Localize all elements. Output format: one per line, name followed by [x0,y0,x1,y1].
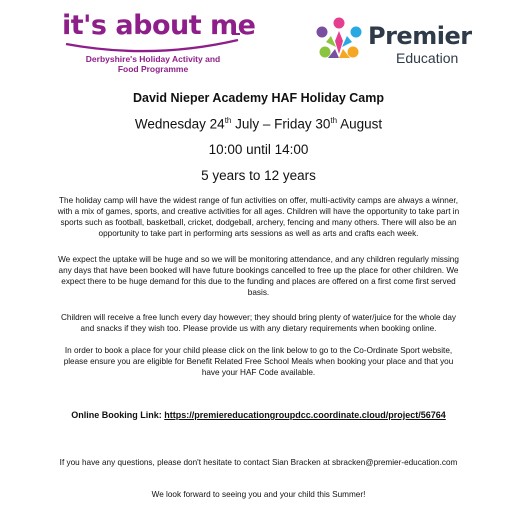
premier-star-icon [312,14,366,68]
camp-dates [0,116,517,132]
booking-instructions-paragraph: In order to book a place for your child please click on the link below to go to the Co-Ordinate Sport website, please ensure you are eligible for Benefit Related Free School Meals when booking your place and that you have your HAF Code available. [63,346,454,378]
attendance-paragraph: We expect the uptake will be huge and so we will be monitoring attendance, and any children regularly missing any days that have been booked will have future bookings cancelled to free up the place for other children. We expect there to be huge demand for this due to the funding and places are offered on a first come first served basis. [58,255,459,298]
lunch-paragraph: Children will receive a free lunch every day however; they should bring plenty of water/juice for the whole day and snacks if they wish too. Please provide us with any dietary requirements when booking online. [60,313,457,334]
dates-part-3: August [337,116,383,132]
premier-education-logo [312,14,482,70]
logo-brand-text: it's about me [62,10,256,41]
camp-age-range: 5 years to 12 years [201,168,316,183]
premier-logo-name: Premier [368,22,472,50]
closing-line: We look forward to seeing you and your child this Summer! [151,490,366,499]
booking-label: Online Booking Link: [71,410,165,420]
dates-sup-2: th [330,116,338,125]
camp-times: 10:00 until 14:00 [208,142,309,157]
premier-logo-sub: Education [396,50,459,66]
dates-part-2: July – Friday 30 [231,116,331,132]
contact-paragraph: If you have any questions, please don't hesitate to contact Sian Bracken at sbracken@premier-education.com [59,458,458,467]
logo-subtitle: Derbyshire's Holiday Activity and Food Programme [85,54,221,74]
online-booking-line [0,410,517,420]
camp-title: David Nieper Academy HAF Holiday Camp [133,91,384,105]
booking-link[interactable]: https://premiereducationgroupdcc.coordinate.cloud/project/56764 [164,410,446,420]
dates-part-1: Wednesday 24 [134,116,225,132]
activities-paragraph: The holiday camp will have the widest range of fun activities on offer, multi-activity camps are always a winner, with a mix of games, sports, and creative activities for all ages. Children will have the opportunity to take part in sports such as football, basketball, cricket, dodgeball, archery, fencing and many others. There will also be an opportunity to take part in performing arts sessions as well as arts and crafts each week. [57,196,460,239]
its-about-me-logo [62,10,256,80]
dates-sup-1: th [224,116,232,125]
